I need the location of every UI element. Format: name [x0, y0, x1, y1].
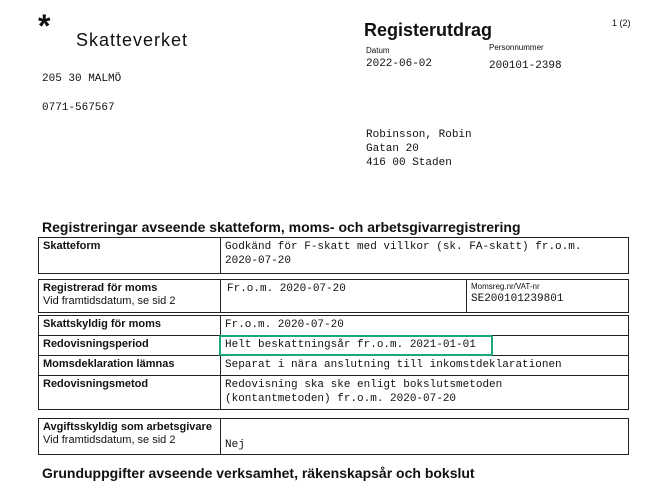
redovisningsmetod-label: Redovisningsmetod [43, 378, 149, 390]
skattskyldig-label: Skattskyldig för moms [43, 318, 161, 330]
skatteform-label: Skatteform [43, 240, 101, 252]
arbetsgivare-label: Avgiftsskyldig som arbetsgivare [43, 421, 212, 433]
redovisningsperiod-value-cell [221, 336, 629, 356]
skatteverket-logo-mark: * [38, 8, 51, 44]
page-number: 1 (2) [612, 18, 631, 28]
arbetsgivare-value: Nej [225, 439, 245, 451]
momsdeklaration-value: Separat i nära anslutning till inkomstdeklarationen [225, 359, 562, 371]
registrerad-moms-value: Fr.o.m. 2020-07-20 [227, 283, 346, 295]
organization-name: Skatteverket [76, 30, 189, 50]
arbetsgivare-label-cell [39, 419, 221, 455]
redovisningsperiod-label: Redovisningsperiod [43, 338, 149, 350]
section-heading-registrations: Registreringar avseende skatteform, moms- och arbetsgivarregistrering [42, 219, 521, 235]
recipient-name: Robinsson, Robin [366, 129, 472, 141]
redovisningsmetod-value-line1: Redovisning ska ske enligt bokslutsmetoden [225, 379, 503, 391]
arbetsgivare-value-cell [221, 419, 629, 455]
skattskyldig-label-cell [39, 316, 221, 336]
momsdeklaration-value-cell [221, 356, 629, 376]
skatteform-value-cell [221, 238, 629, 274]
postal-address: 205 30 MALMÖ [42, 73, 122, 85]
registrerad-moms-label-cell [39, 280, 221, 313]
skattskyldig-value: Fr.o.m. 2020-07-20 [225, 319, 344, 331]
momsdeklaration-label: Momsdeklaration lämnas [43, 358, 175, 370]
phone-number: 0771-567567 [42, 102, 115, 114]
date-value: 2022-06-02 [366, 58, 433, 70]
registrerad-moms-label: Registrerad för moms [43, 282, 158, 294]
registrerad-moms-value-cell [221, 280, 467, 313]
vat-number-label: Momsreg.nr/VAT-nr [471, 282, 540, 291]
redovisningsmetod-value-line2: (kontantmetoden) fr.o.m. 2020-07-20 [225, 393, 457, 405]
registrerad-moms-sub: Vid framtidsdatum, se sid 2 [43, 295, 176, 307]
date-label: Datum [366, 46, 390, 55]
skatteform-table [38, 237, 629, 274]
vat-number-cell [467, 280, 629, 313]
recipient-address [366, 128, 472, 170]
redovisningsmetod-label-cell [39, 376, 221, 410]
skatteform-label-cell [39, 238, 221, 274]
redovisningsperiod-value: Helt beskattningsår fr.o.m. 2021-01-01 [225, 339, 476, 351]
skattskyldig-value-cell [221, 316, 629, 336]
skatteform-value-line1: Godkänd för F-skatt med villkor (sk. FA-skatt) fr.o.m. [225, 241, 582, 253]
redovisningsmetod-value-cell [221, 376, 629, 410]
momsdeklaration-label-cell [39, 356, 221, 376]
moms-table [38, 279, 629, 313]
redovisningsperiod-label-cell [39, 336, 221, 356]
personnummer-value: 200101-2398 [489, 60, 562, 72]
recipient-city: 416 00 Staden [366, 157, 452, 169]
arbetsgivare-table [38, 418, 629, 455]
personnummer-label: Personnummer [489, 43, 544, 52]
recipient-street: Gatan 20 [366, 143, 419, 155]
skatteform-value-line2: 2020-07-20 [225, 255, 292, 267]
vat-number-value: SE200101239801 [471, 293, 564, 305]
document-title: Registerutdrag [364, 20, 493, 40]
moms-details-table [38, 315, 629, 410]
arbetsgivare-sub: Vid framtidsdatum, se sid 2 [43, 434, 176, 446]
section-heading-grunduppgifter: Grunduppgifter avseende verksamhet, räkenskapsår och bokslut [42, 465, 475, 481]
